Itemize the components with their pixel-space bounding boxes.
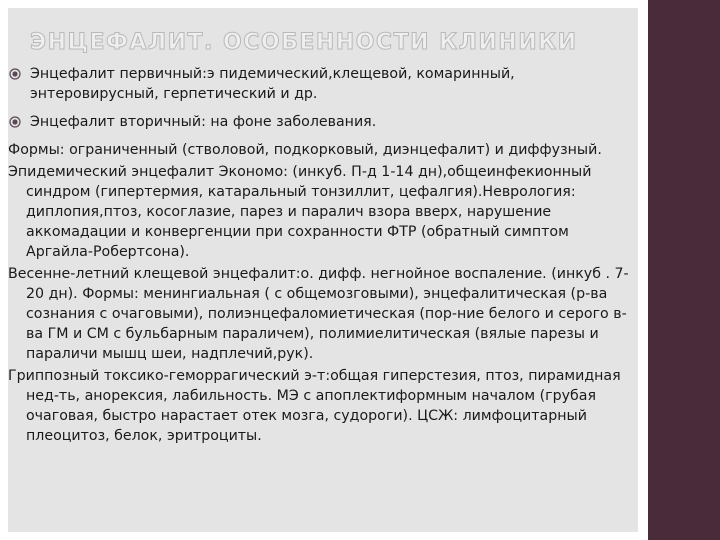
paragraph-tick-borne: Весенне-летний клещевой энцефалит:о. дифф. негнойное воспаление. (инкуб . 7-20 дн). Формы: менингиальная ( с общемозговыми), энцефалитическая (р-ва сознания с очаговыми), полиэнцефаломиетическая (пор-ние белого и серого в-ва ГМ и СМ с бульбарным параличем), полимиелитическая (вялые парезы и параличи мышц шеи, надплечий,рук). (8, 266, 629, 362)
right-accent-bar (648, 0, 720, 540)
bullet-text: Энцефалит вторичный: на фоне заболевания. (30, 114, 377, 130)
slide-content (8, 64, 630, 448)
bullet-item (8, 112, 630, 132)
paragraph-forms: Формы: ограниченный (стволовой, подкорковый, диэнцефалит) и диффузный. (8, 142, 602, 158)
bullet-icon (9, 116, 21, 128)
bullet-text: Энцефалит первичный:э пидемический,клещевой, комаринный, энтеровирусный, герпетический и др. (30, 66, 515, 102)
bullet-item (8, 64, 630, 104)
slide-title: ЭНЦЕФАЛИТ. ОСОБЕННОСТИ КЛИНИКИ (30, 30, 578, 55)
bullet-icon (9, 68, 21, 80)
paragraph-influenza: Гриппозный токсико-геморрагический э-т:общая гиперстезия, птоз, пирамидная нед-ть, анорексия, лабильность. МЭ с апоплектиформным началом (грубая очаговая, быстро нарастает отек мозга, судороги). ЦСЖ: лимфоцитарный плеоцитоз, белок, эритроциты. (8, 368, 621, 444)
paragraph-economo: Эпидемический энцефалит Экономо: (инкуб. П-д 1-14 дн),общеинфекионный синдром (гипертермия, катаральный тонзиллит, цефалгия).Неврология: диплопия,птоз, косоглазие, парез и паралич взора вверх, нарушение аккомадации и конвергенции при сохранности ФТР (обратный симптом Аргайла-Робертсона). (8, 164, 592, 260)
